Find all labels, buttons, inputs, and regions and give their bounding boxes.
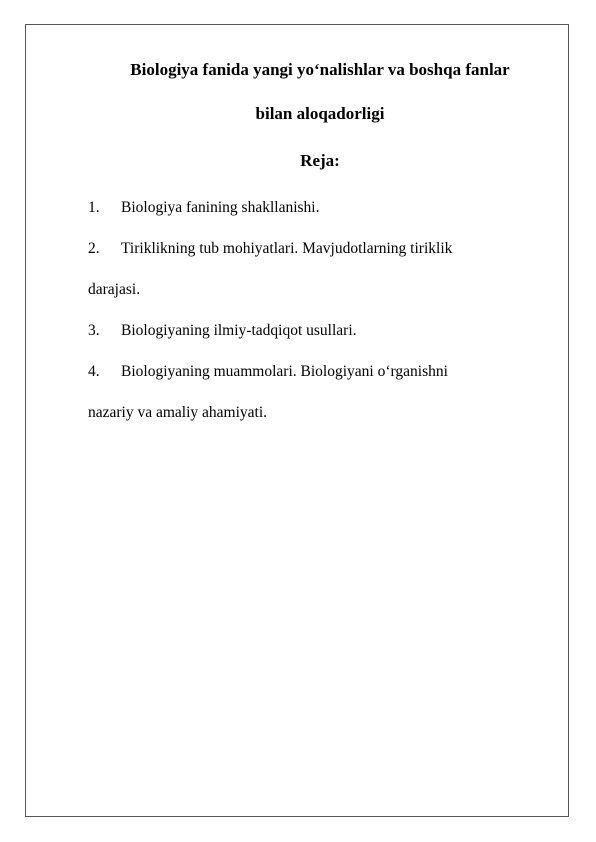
document-title-line-1: Biologiya fanida yangi yo‘nalishlar va boshqa fanlar — [130, 60, 510, 79]
list-item-number: 4. — [88, 363, 100, 380]
list-item-text: Tiriklikning tub mohiyatlari. Mavjudotlarning tiriklik — [121, 240, 453, 257]
document-title-line-2: bilan aloqadorligi — [255, 104, 385, 123]
list-item-text: Biologiya fanining shakllanishi. — [121, 199, 320, 216]
list-item-2-continuation: darajasi. — [88, 281, 141, 298]
list-item-3 — [88, 322, 357, 340]
list-item-4-continuation: nazariy va amaliy ahamiyati. — [88, 404, 268, 421]
list-item-2 — [88, 240, 452, 258]
list-item-text: Biologiyaning ilmiy-tadqiqot usullari. — [121, 322, 357, 339]
list-item-number: 2. — [88, 240, 100, 257]
list-item-number: 3. — [88, 322, 100, 339]
list-item-text: Biologiyaning muammolari. Biologiyani o‘rganishni — [121, 363, 448, 380]
list-item-4 — [88, 363, 448, 381]
plan-heading: Reja: — [300, 151, 340, 170]
list-item-number: 1. — [88, 199, 100, 216]
list-item-1 — [88, 199, 319, 217]
